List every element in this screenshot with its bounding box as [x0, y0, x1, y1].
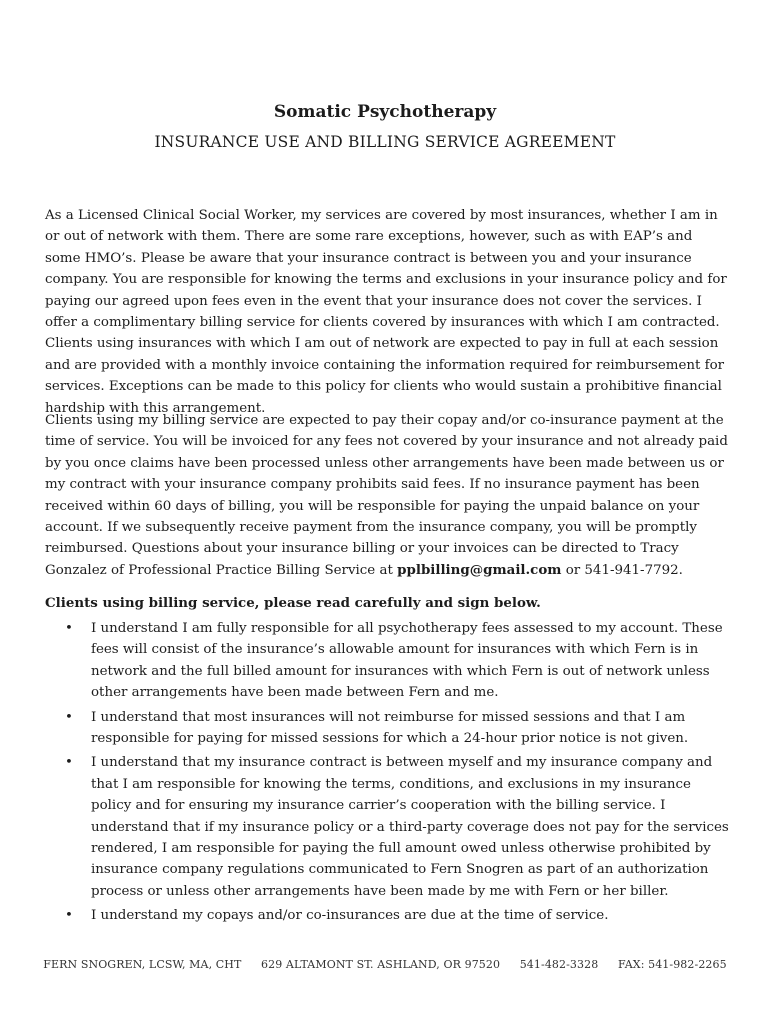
- list-item-text: I understand that most insurances will not reimburse for missed sessions and that I am responsible for paying for missed sessions for which a 24-hour prior notice is not given.: [91, 709, 689, 747]
- document-subtitle: INSURANCE USE AND BILLING SERVICE AGREEMENT: [154, 133, 616, 151]
- footer-address: 629 ALTAMONT ST. ASHLAND, OR 97520: [261, 958, 501, 971]
- list-item-text: I understand that my insurance contract is between myself and my insurance company and that I am responsible for knowing the terms, conditions, and exclusions in my insurance policy and for ensuring my insurance carrier’s cooperation with the billing service. I understand that if my insurance policy or a third-party coverage does not pay for the services rendered, I am responsible for paying the full amount owed unless otherwise prohibited by insurance company regulations communicated to Fern Snogren as part of an authorization process or unless other arrangements have been made by me with Fern or her biller.: [91, 755, 729, 899]
- bullet-icon: •: [65, 755, 73, 771]
- paragraph-billing-text: Clients using my billing service are expected to pay their copay and/or co-insurance payment at the time of service. You will be invoiced for any fees not covered by your insurance and not already paid by you once claims have been processed unless other arrangements have been made between us or my contract with your insurance company prohibits said fees. If no insurance payment has been received within 60 days of billing, you will be responsible for paying the unpaid balance on your account. If we subsequently receive payment from the insurance company, you will be promptly reimbursed. Questions about your insurance billing or your invoices can be directed to Tracy Gonzalez of Professional Practice Billing Service at: [45, 413, 728, 578]
- bullet-icon: •: [65, 908, 73, 924]
- billing-email-link[interactable]: pplbilling@gmail.com: [397, 561, 562, 578]
- list-item-text: I understand I am fully responsible for all psychotherapy fees assessed to my account. These fees will consist of the insurance’s allowable amount for insurances with which Fern is in network and the full billed amount for insurances with which Fern is out of network unless other arrangements have been made between Fern and me.: [91, 621, 723, 701]
- footer-fax: FAX: 541-982-2265: [617, 958, 727, 971]
- footer-name: FERN SNOGREN, LCSW, MA, CHT: [43, 958, 242, 971]
- document-title: Somatic Psychotherapy: [273, 102, 497, 122]
- bullet-icon: •: [65, 709, 73, 725]
- list-item: [45, 707, 730, 750]
- list-item: [45, 905, 730, 926]
- paragraph-coverage: As a Licensed Clinical Social Worker, my services are covered by most insurances, whether I am in or out of network with them. There are some rare exceptions, however, such as with EAP’s and some HMO’s. Please be aware that your insurance contract is between you and your insurance company. You are responsible for knowing the terms and exclusions in your insurance policy and for paying our agreed upon fees even in the event that your insurance does not cover the services. I offer a complimentary billing service for clients covered by insurances with which I am contracted. Clients using insurances with which I am out of network are expected to pay in full at each session and are provided with a monthly invoice containing the information required for reimbursement for services. Exceptions can be made to this policy for clients who would sustain a prohibitive financial hardship with this arrangement.: [45, 208, 727, 416]
- sign-instructions-heading: Clients using billing service, please read carefully and sign below.: [45, 595, 541, 611]
- paragraph-billing-tail: or 541-941-7792.: [561, 562, 683, 578]
- acknowledgement-list: [45, 618, 730, 930]
- page-footer: [0, 958, 770, 971]
- paragraph-billing: [45, 410, 730, 581]
- list-item: [45, 752, 730, 902]
- list-item-text: I understand my copays and/or co-insurances are due at the time of service.: [91, 908, 609, 924]
- list-item: [45, 618, 730, 704]
- bullet-icon: •: [65, 621, 73, 636]
- footer-phone: 541-482-3328: [519, 958, 599, 971]
